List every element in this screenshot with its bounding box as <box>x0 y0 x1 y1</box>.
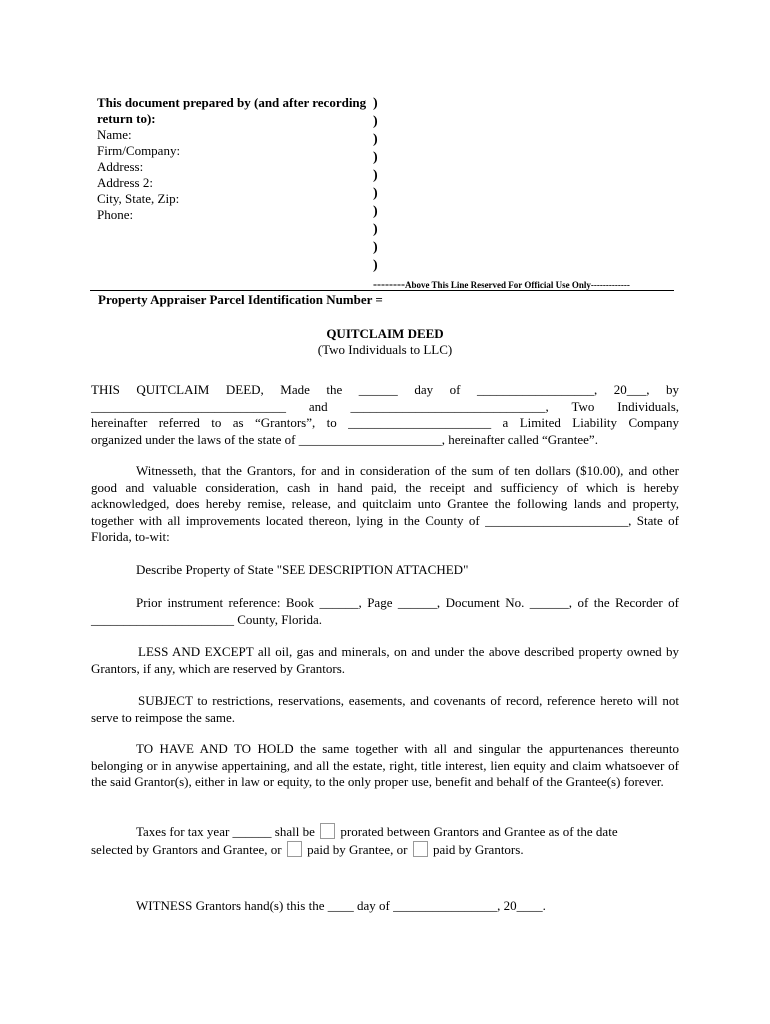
taxes-text-3: selected by Grantors and Grantee, or <box>91 841 282 857</box>
intro-line-1: THIS QUITCLAIM DEED, Made the ______ day of __________________, 20___, by <box>91 382 679 397</box>
prorated-checkbox[interactable] <box>320 823 335 839</box>
paren: ) <box>373 168 378 183</box>
intro-line-2: ______________________________ and ______________________________, Two Individuals, <box>91 398 679 414</box>
field-firm: Firm/Company: <box>97 143 181 158</box>
preparer-title: This document prepared by (and after recording return to): <box>97 95 367 126</box>
paid-by-grantors-checkbox[interactable] <box>413 841 428 857</box>
taxes-text-5: paid by Grantors. <box>432 841 524 857</box>
to-have-paragraph <box>91 741 679 791</box>
prior-instrument-paragraph <box>91 595 679 628</box>
paren: ) <box>373 240 378 255</box>
witnesseth-paragraph <box>91 463 679 546</box>
paren: ) <box>373 204 378 219</box>
divider-rule <box>90 290 674 291</box>
paren: ) <box>373 132 378 147</box>
less-except-paragraph <box>91 644 679 677</box>
taxes-text-4: paid by Grantee, or <box>307 841 408 857</box>
paren: ) <box>373 150 378 165</box>
paid-by-grantee-checkbox[interactable] <box>287 841 302 857</box>
subject-to-paragraph <box>91 693 679 726</box>
witnesseth-text: Witnesseth, that the Grantors, for and in consideration of the sum of ten dollars ($10.00), and other good and valuable consideration, cash in hand paid, the receipt and sufficiency of which is hereby acknowledged, does hereby remise, release, and quitclaim unto Grantee the following lands and property, together with all improvements located thereon, lying in the County of ______________________, State of Florida, to-wit: <box>91 463 679 544</box>
witness-text: WITNESS Grantors hand(s) this the ____ day of ________________, 20____. <box>136 898 546 913</box>
describe-paragraph <box>91 562 679 579</box>
field-name: Name: <box>97 127 132 142</box>
less-except-text: LESS AND EXCEPT all oil, gas and minerals, on and under the above described property owned by Grantors, if any, which are reserved by Grantors. <box>91 644 679 676</box>
official-use-text: Above This Line Reserved For Official Use Only <box>404 280 591 290</box>
field-phone: Phone: <box>97 207 134 222</box>
document-title: QUITCLAIM DEED <box>326 326 444 341</box>
intro-line-3: hereinafter referred to as “Grantors”, to ______________________ a Limited Liability Company <box>91 415 679 430</box>
document-subtitle: (Two Individuals to LLC) <box>317 342 453 357</box>
to-have-text: TO HAVE AND TO HOLD the same together with all and singular the appurtenances thereunto belonging or in anywise appertaining, and all the estate, right, title interest, lien equity and claim whatsoever of the said Grantor(s), either in law or equity, to the only proper use, benefit and behalf of the Grantee(s) forever. <box>91 741 679 789</box>
field-city-state-zip: City, State, Zip: <box>97 191 180 206</box>
taxes-text-2: prorated between Grantors and Grantee as of the date <box>340 824 618 839</box>
taxes-paragraph <box>91 823 679 858</box>
parcel-id-label: Property Appraiser Parcel Identification Number = <box>98 292 383 307</box>
describe-text: Describe Property of State "SEE DESCRIPTION ATTACHED" <box>136 562 469 577</box>
paren: ) <box>373 222 378 237</box>
official-dashes-left: -------- <box>373 277 405 291</box>
intro-line-4: organized under the laws of the state of ______________________, hereinafter called “Grantee”. <box>91 431 598 447</box>
paren: ) <box>373 258 378 273</box>
witness-paragraph <box>91 898 679 915</box>
taxes-text-1: Taxes for tax year ______ shall be <box>136 824 315 839</box>
paren: ) <box>373 96 378 111</box>
official-dashes-right: ------------- <box>590 280 630 290</box>
paren-column <box>373 95 383 275</box>
field-address: Address: <box>97 159 144 174</box>
paren: ) <box>373 186 378 201</box>
intro-paragraph <box>91 382 679 448</box>
preparer-block <box>97 95 367 223</box>
subject-to-text: SUBJECT to restrictions, reservations, easements, and covenants of record, reference hereto will not serve to reimpose the same. <box>91 693 679 725</box>
field-address2: Address 2: <box>97 175 153 190</box>
prior-instrument-text: Prior instrument reference: Book ______, Page ______, Document No. ______, of the Recorder of ______________________ County, Florida. <box>91 595 679 627</box>
paren: ) <box>373 114 378 129</box>
